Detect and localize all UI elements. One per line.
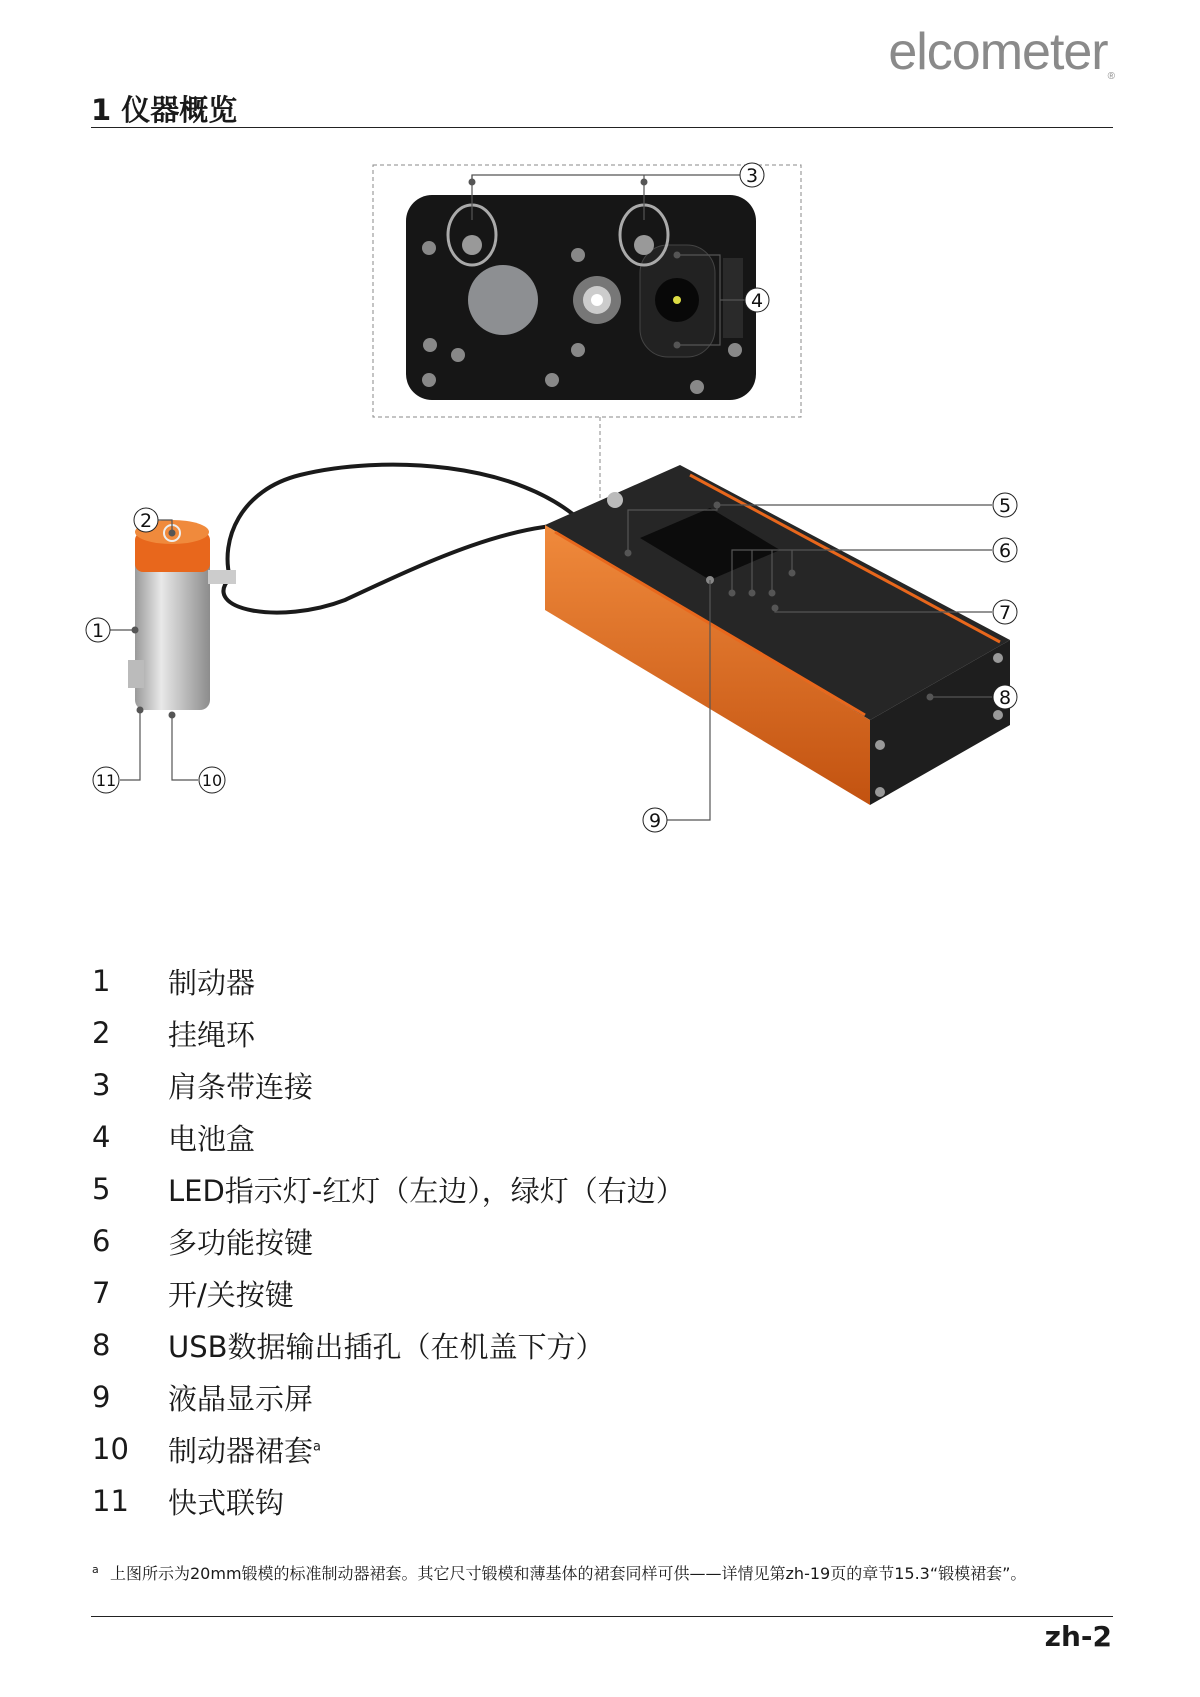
svg-text:8: 8: [998, 687, 1012, 709]
legend-item: [92, 1267, 992, 1319]
instrument-overview-figure: [80, 160, 1120, 920]
legend-label: LED指示灯-红灯（左边），绿灯（右边）: [168, 1173, 685, 1208]
callout-3: [740, 163, 764, 187]
legend-number: 7: [92, 1276, 111, 1310]
footer-rule: [91, 1616, 1113, 1617]
svg-text:11: 11: [95, 771, 117, 790]
legend-label: 挂绳环: [168, 1017, 256, 1052]
legend-label: 制动器: [168, 965, 256, 1000]
callout-9: [643, 808, 667, 832]
callout-7: [993, 600, 1017, 624]
legend-number: 1: [92, 964, 111, 998]
svg-text:9: 9: [648, 810, 662, 832]
actuator: [128, 520, 236, 710]
legend-label: USB数据输出插孔（在机盖下方）: [168, 1329, 605, 1364]
section-title: 1 仪器概览: [91, 93, 238, 127]
legend-item: [92, 1319, 992, 1371]
legend-label: 制动器裙套$^a$: [168, 1433, 321, 1468]
svg-text:5: 5: [998, 495, 1012, 517]
legend-number: 6: [92, 1224, 111, 1258]
legend-number: 11: [92, 1484, 129, 1518]
legend-item: [92, 1475, 992, 1527]
callout-2: [134, 508, 158, 532]
svg-text:2: 2: [139, 510, 153, 532]
legend-label: 快式联钩: [168, 1485, 285, 1520]
legend-item: [92, 1423, 992, 1475]
instrument-underside: [406, 195, 756, 400]
footnote-mark: a: [92, 1563, 99, 1576]
legend-item: [92, 1215, 992, 1267]
legend-item: [92, 1163, 992, 1215]
callout-11: [93, 767, 119, 793]
legend-label: 多功能按键: [168, 1225, 314, 1260]
legend-label: 液晶显示屏: [168, 1381, 314, 1416]
legend-label: 开/关按键: [168, 1277, 294, 1312]
svg-text:10: 10: [201, 771, 223, 790]
callout-4: [745, 288, 769, 312]
header-rule: [91, 127, 1113, 128]
legend-item: [92, 1007, 992, 1059]
svg-text:4: 4: [750, 290, 764, 312]
parts-legend: [92, 955, 992, 1527]
legend-number: 9: [92, 1380, 111, 1414]
callout-6: [993, 538, 1017, 562]
legend-number: 4: [92, 1120, 111, 1154]
svg-text:6: 6: [998, 540, 1012, 562]
legend-item: [92, 1059, 992, 1111]
svg-text:3: 3: [745, 165, 759, 187]
legend-number: 2: [92, 1016, 111, 1050]
legend-number: 5: [92, 1172, 111, 1206]
callout-8: [993, 685, 1017, 709]
legend-number: 10: [92, 1432, 129, 1466]
cable: [228, 465, 585, 578]
legend-label: 肩条带连接: [168, 1069, 314, 1104]
elcometer-logo: elcometer®: [888, 23, 1114, 82]
callout-5: [993, 493, 1017, 517]
footnote: [92, 1563, 1122, 1585]
instrument-body: [545, 465, 1010, 805]
footnote-text: 上图所示为20mm锻模的标准制动器裙套。其它尺寸锻模和薄基体的裙套同样可供——详情见第zh-19页的章节15.3“锻模裙套”。: [110, 1564, 1027, 1583]
legend-label: 电池盒: [168, 1121, 256, 1156]
svg-text:7: 7: [998, 602, 1012, 624]
page-number: zh-2: [1044, 1620, 1112, 1653]
legend-number: 3: [92, 1068, 111, 1102]
legend-number: 8: [92, 1328, 111, 1362]
callout-10: [199, 767, 225, 793]
legend-item: [92, 1371, 992, 1423]
legend-item: [92, 1111, 992, 1163]
legend-item: [92, 955, 992, 1007]
svg-text:1: 1: [91, 620, 105, 642]
callout-1: [86, 618, 110, 642]
footnote-ref: a: [313, 1438, 321, 1454]
